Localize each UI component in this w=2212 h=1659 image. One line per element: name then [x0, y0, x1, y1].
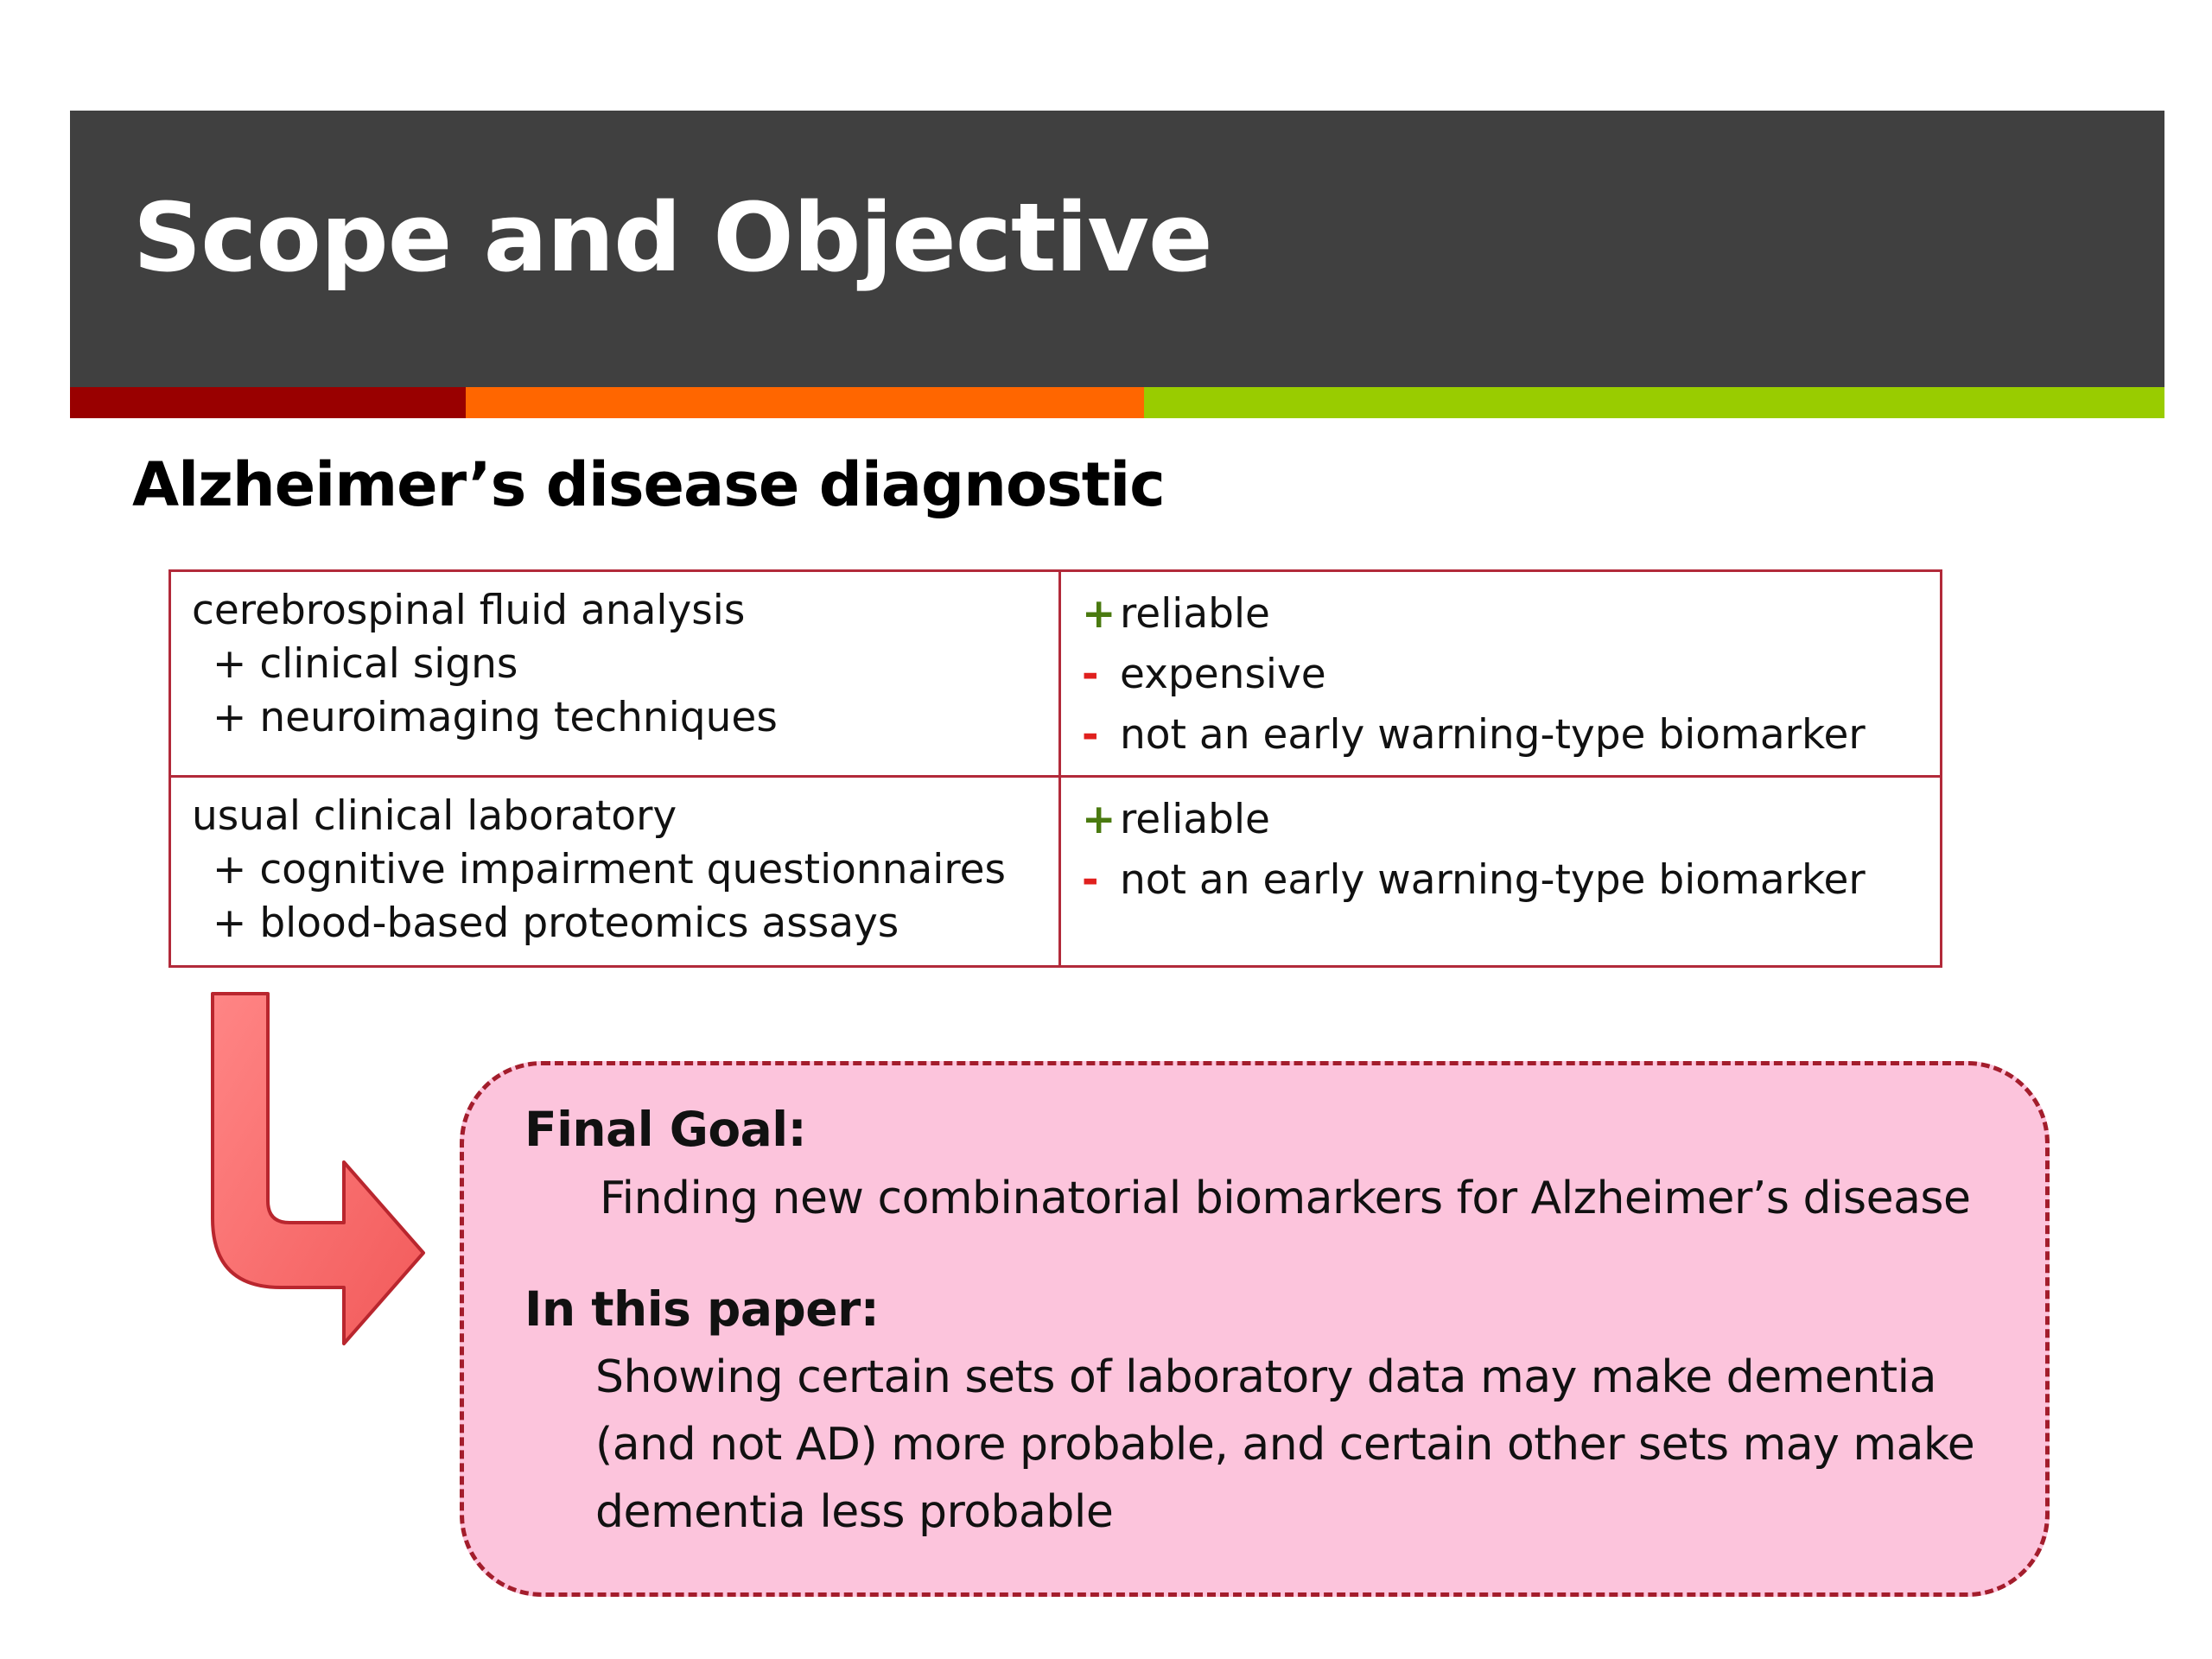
evaluation-text: not an early warning-type biomarker [1120, 856, 1866, 904]
evaluation-text: expensive [1120, 651, 1326, 698]
slide-title: Scope and Objective [133, 182, 1212, 293]
evaluation-cell [1060, 777, 1942, 967]
table-row [170, 571, 1942, 777]
method-addition: + cognitive impairment questionnaires [213, 846, 1007, 893]
method-name: usual clinical laboratory [192, 792, 677, 840]
title-band [70, 111, 2164, 387]
table-row [170, 777, 1942, 967]
bent-arrow-right-icon [199, 985, 449, 1348]
method-addition: + neuroimaging techniques [213, 694, 778, 741]
final-goal-heading: Final Goal: [524, 1102, 807, 1157]
paper-text-line: (and not AD) more probable, and certain other sets may make [595, 1419, 1975, 1471]
paper-text-line: Showing certain sets of laboratory data may make dementia [595, 1351, 1936, 1403]
evaluation-item [1082, 645, 1919, 705]
evaluation-item [1082, 850, 1919, 911]
method-name: cerebrospinal fluid analysis [192, 587, 746, 634]
minus-sign: - [1082, 651, 1099, 698]
diagnostic-comparison-table [168, 569, 1942, 968]
accent-segment-green [1144, 387, 2164, 418]
final-goal-text: Finding new combinatorial biomarkers for Alzheimer’s disease [600, 1173, 1971, 1224]
method-cell [170, 777, 1060, 967]
method-cell [170, 571, 1060, 777]
paper-text-line: dementia less probable [595, 1486, 1114, 1538]
minus-sign: - [1082, 856, 1099, 904]
evaluation-item [1082, 705, 1919, 766]
section-heading: Alzheimer’s disease diagnostic [132, 449, 1165, 520]
paper-text [595, 1344, 1974, 1546]
goal-box [460, 1061, 2050, 1597]
method-addition: + blood-based proteomics assays [213, 899, 899, 947]
minus-sign: - [1082, 711, 1099, 759]
paper-heading: In this paper: [524, 1281, 880, 1337]
accent-segment-red [70, 387, 466, 418]
evaluation-item [1082, 790, 1919, 850]
evaluation-text: reliable [1120, 590, 1270, 638]
method-addition: + clinical signs [213, 640, 518, 688]
accent-bar [70, 387, 2164, 418]
evaluation-cell [1060, 571, 1942, 777]
evaluation-text: not an early warning-type biomarker [1120, 711, 1866, 759]
plus-sign: + [1082, 590, 1116, 638]
evaluation-text: reliable [1120, 796, 1270, 843]
plus-sign: + [1082, 796, 1116, 843]
accent-segment-orange [466, 387, 1144, 418]
evaluation-item [1082, 584, 1919, 645]
